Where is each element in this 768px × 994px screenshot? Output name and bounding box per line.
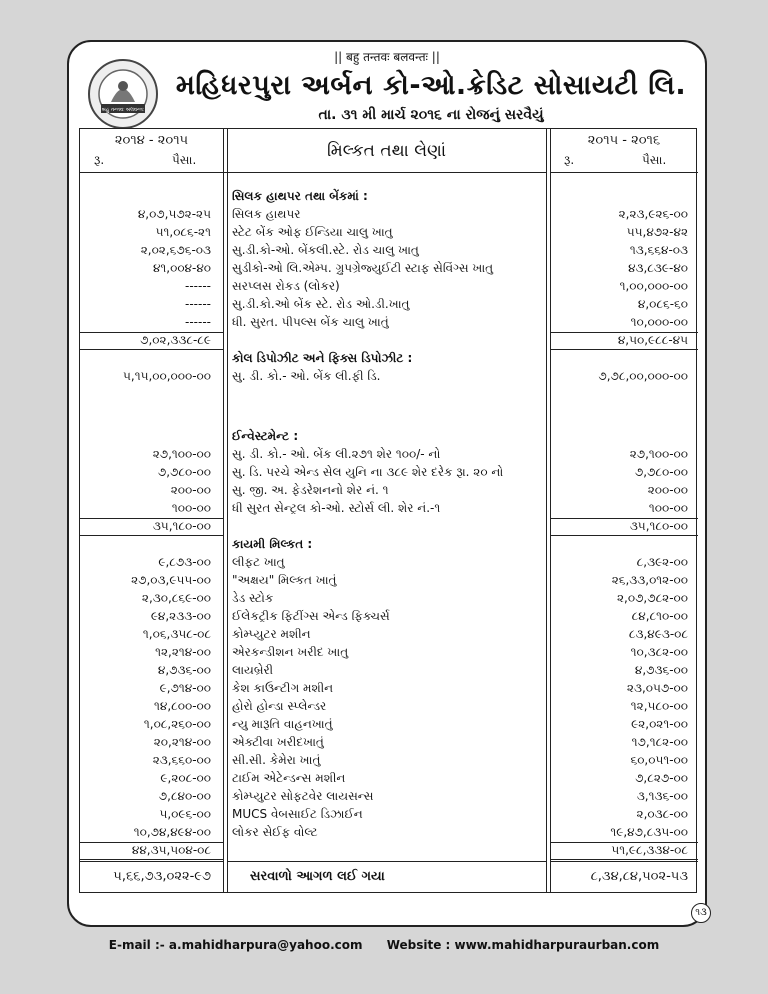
right-year-header (550, 129, 698, 173)
table-row (80, 753, 696, 771)
prev-year-amount: ૨,૦૨,૬૭૬-૦૩ (140, 243, 211, 257)
current-year-amount: ૨૬,૩૩,૦૧૨-૦૦ (611, 573, 688, 587)
table-row (80, 735, 696, 753)
account-label: ધી સુરત સેન્ટ્રલ કો-ઓ. સ્ટોર્સ લી. શેર નં.-૧ (232, 501, 441, 515)
table-row (80, 699, 696, 717)
section-heading-row (80, 537, 696, 555)
account-label: સી.સી. કેમેરા ખાતું (232, 753, 321, 767)
account-label: એક્ટીવા ખરીદખાતું (232, 735, 324, 749)
current-year-amount: ૧૩,૬૬૪-૦૩ (629, 243, 688, 257)
account-label: સુ.ડી.કો.ઓ બેંક સ્ટે. રોડ ઓ.ડી.ખાતુ (232, 297, 410, 311)
current-year-amount: ૨,૨૩,૯૨૬-૦૦ (618, 207, 688, 221)
current-year-amount: ૧૭,૧૮૨-૦૦ (631, 735, 688, 749)
account-label: સુ. ડી. કો.- ઓ. બેંક લી.ફી ડિ. (232, 369, 381, 383)
current-year-amount: ૮,૩૯૨-૦૦ (636, 555, 688, 569)
page-frame (67, 40, 707, 927)
section-heading: કોલ ડિપોઝીટ અને ફિક્સ ડિપોઝીટ : (232, 351, 413, 365)
current-year-amount: ૭,૭૮૦-૦૦ (634, 465, 688, 479)
left-paisa-label: પૈસા. (172, 153, 197, 167)
prev-year-amount: ૨૭,૧૦૦-૦૦ (152, 447, 211, 461)
account-label: કેશ કાઉન્ટીગ મશીન (232, 681, 334, 695)
prev-year-amount: ૧,૦૮,૨૬૦-૦૦ (143, 717, 211, 731)
current-year-amount: ૧૯,૪૭,૮૩૫-૦૦ (610, 825, 688, 839)
rule-line (550, 535, 698, 536)
account-label: સરપ્લસ રોકડ (લોકર) (232, 279, 340, 293)
current-year-amount: ૮,૩૪,૮૪,૫૦૨-૫૩ (590, 869, 688, 884)
rule-line (550, 842, 698, 843)
table-row (80, 225, 696, 243)
table-row (80, 297, 696, 315)
table-row (80, 717, 696, 735)
account-label: લોકર સેઈફ વોલ્ટ (232, 825, 318, 839)
account-label: સુ. જી. અ. ફેડરેશનનો શેર નં. ૧ (232, 483, 389, 497)
prev-year-amount: ૫,૦૯૬-૦૦ (159, 807, 211, 821)
prev-year-amount: ------ (185, 297, 211, 311)
prev-year-amount: ૪૧,૦૦૪-૪૦ (152, 261, 211, 275)
prev-year-amount: ૯૪,૨૩૩-૦૦ (150, 609, 211, 623)
account-label: MUCS વેબસાઈટ ડિઝાઈન (232, 807, 363, 821)
current-year-amount: ૪,૦૮૬-૬૦ (637, 297, 688, 311)
current-year-amount: ૧૦,૦૦૦-૦૦ (630, 315, 688, 329)
account-label: એરકન્ડીશન ખરીદ ખાતુ (232, 645, 349, 659)
rule-line (550, 861, 698, 862)
left-year: ૨૦૧૪ - ૨૦૧૫ (114, 133, 189, 148)
center-header (227, 129, 546, 173)
prev-year-amount: ૭,૦૨,૩૩૮-૮૯ (140, 333, 211, 347)
current-year-amount: ૨૩,૦૫૭-૦૦ (626, 681, 688, 695)
section-heading: ઈન્વેસ્ટમેન્ટ : (232, 429, 299, 443)
table-row (80, 825, 696, 843)
rule-line (80, 332, 223, 333)
current-year-amount: ૩૫,૧૮૦-૦૦ (629, 519, 688, 533)
table-row (80, 681, 696, 699)
table-row (80, 261, 696, 279)
account-label: ધી. સુરત. પીપલ્સ બેંક ચાલુ ખાતું (232, 315, 389, 329)
current-year-amount: ૭,૮૨૭-૦૦ (635, 771, 688, 785)
table-row (80, 663, 696, 681)
account-label: સુ. ડિ. પરચે એન્ડ સેલ યુનિ ના ૩૮૯ શેર દરેક રૂા. ૨૦ નો (232, 465, 504, 479)
rule-line (550, 518, 698, 519)
prev-year-amount: ૯,૨૦૮-૦૦ (160, 771, 211, 785)
page-title: મહિધરપુરા અર્બન કો-ઓ.ક્રેડિટ સોસાયટી લિ. (175, 70, 687, 101)
table-row (80, 243, 696, 261)
current-year-amount: ૭,૭૮,૦૦,૦૦૦-૦૦ (598, 369, 688, 383)
account-label: સુડીકો-ઓ લિ.એમ્પ. ગ્રુપગ્રેજ્યુઈટી સ્ટાફ સેવિંગ્સ ખાતુ (232, 261, 494, 275)
page-number: ૧૩ (691, 903, 711, 923)
account-label: ઈલેકટ્રીક ફિટીંગ્સ એન્ડ ફિક્ચર્સ (232, 609, 390, 623)
footer-email[interactable]: E-mail :- a.mahidharpura@yahoo.com (108, 938, 363, 952)
account-label: લીફટ ખાતુ (232, 555, 285, 569)
prev-year-amount: ------ (185, 279, 211, 293)
current-year-amount: ૨૭,૧૦૦-૦૦ (629, 447, 688, 461)
prev-year-amount: ૨,૩૦,૮૬૯-૦૦ (141, 591, 211, 605)
section-heading-row (80, 351, 696, 369)
account-label: "અક્ષય" મિલ્કત ખાતું (232, 573, 337, 587)
prev-year-amount: ૨૭,૦૩,૯૫૫-૦૦ (131, 573, 211, 587)
table-row (80, 807, 696, 825)
table-row (80, 609, 696, 627)
current-year-amount: ૨,૦૭,૭૮૨-૦૦ (617, 591, 688, 605)
balance-sheet-table (79, 128, 697, 893)
right-ru-label: રૂ. (564, 153, 575, 167)
current-year-amount: ૮૩,૪૯૩-૦૮ (628, 627, 688, 641)
rule-line (550, 332, 698, 333)
right-year: ૨૦૧૫ - ૨૦૧૬ (587, 133, 661, 148)
rule-line (80, 842, 223, 843)
motto: || बहु तन्तवः बलवन्तः || (334, 50, 440, 64)
prev-year-amount: ૫,૧૫,૦૦,૦૦૦-૦૦ (123, 369, 211, 383)
account-label: સુ.ડી.કો-ઓ. બેંકલી.સ્ટે. રોડ ચાલુ ખાતુ (232, 243, 419, 257)
current-year-amount: ૯૨,૦૨૧-૦૦ (631, 717, 688, 731)
account-label: ન્યુ મારૂતિ વાહનખાતું (232, 717, 333, 731)
prev-year-amount: ૭,૮૪૦-૦૦ (158, 789, 211, 803)
table-row (80, 573, 696, 591)
table-row (80, 591, 696, 609)
table-row (80, 315, 696, 333)
center-heading: મિલ્કત તથા લેણાં (326, 141, 447, 161)
grand-total-row (80, 869, 696, 887)
table-row (80, 627, 696, 645)
table-row (80, 483, 696, 501)
prev-year-amount: ૨૩,૬૬૦-૦૦ (152, 753, 211, 767)
account-label: કોમ્પ્યુટર મશીન (232, 627, 311, 641)
prev-year-amount: ૪,૦૭,૫૭૨-૨૫ (137, 207, 211, 221)
current-year-amount: ૩,૧૩૬-૦૦ (636, 789, 688, 803)
current-year-amount: ૪,૫૦,૯૮૮-૪૫ (617, 333, 688, 347)
section-heading: સિલક હાથપર તથા બેંકમાં : (232, 189, 368, 203)
rule-line (550, 349, 698, 350)
current-year-amount: ૪૩,૮૩૯-૪૦ (628, 261, 688, 275)
table-row (80, 645, 696, 663)
prev-year-amount: ૭,૭૮૦-૦૦ (157, 465, 211, 479)
prev-year-amount: ૪૪,૩૫,૫૦૪-૦૮ (131, 843, 211, 857)
current-year-amount: ૧૦,૩૮૨-૦૦ (630, 645, 688, 659)
current-year-amount: ૨,૦૩૮-૦૦ (636, 807, 688, 821)
prev-year-amount: ૧૦,૭૪,૪૯૪-૦૦ (133, 825, 211, 839)
account-label: સિલક હાથપર (232, 207, 301, 221)
prev-year-amount: ૧૨,૨૧૪-૦૦ (155, 645, 211, 659)
prev-year-amount: ૯,૭૧૪-૦૦ (159, 681, 211, 695)
current-year-amount: ૨૦૦-૦૦ (647, 483, 688, 497)
left-year-header (80, 129, 223, 173)
rule-line (80, 535, 223, 536)
rule-line (80, 518, 223, 519)
table-row (80, 447, 696, 465)
current-year-amount: ૫૧,૯૮,૩૩૪-૦૮ (611, 843, 688, 857)
account-label: ટાઈમ એટેન્ડન્સ મશીન (232, 771, 346, 785)
prev-year-amount: ૯,૮૭૩-૦૦ (158, 555, 211, 569)
account-label: કોમ્પ્યુટર સોફટવેર લાયસન્સ (232, 789, 374, 803)
prev-year-amount: ૨૦૦-૦૦ (170, 483, 211, 497)
table-row (80, 207, 696, 225)
rule-line (80, 861, 223, 862)
prev-year-amount: ૧૪,૮૦૦-૦૦ (154, 699, 211, 713)
prev-year-amount: ૫૧,૦૮૬-૨૧ (155, 225, 211, 239)
current-year-amount: ૧૦૦-૦૦ (648, 501, 688, 515)
table-row (80, 369, 696, 387)
table-row (80, 501, 696, 519)
current-year-amount: ૧,૦૦,૦૦૦-૦૦ (619, 279, 688, 293)
account-label: ડેડ સ્ટોક (232, 591, 274, 605)
account-label: હોરો હોન્ડા સ્પ્લેન્ડર (232, 699, 327, 713)
rule-line (80, 859, 223, 860)
current-year-amount: ૪,૭૩૬-૦૦ (634, 663, 688, 677)
table-row (80, 465, 696, 483)
page-footer (0, 938, 768, 952)
account-label: લાયબ્રેરી (232, 663, 274, 677)
page-subtitle: તા. ૩૧ મી માર્ચ ૨૦૧૬ ના રોજનું સરવૈયું (318, 107, 544, 123)
society-seal-logo (87, 58, 159, 130)
table-row (80, 789, 696, 807)
section-heading-row (80, 189, 696, 207)
table-row (80, 279, 696, 297)
right-paisa-label: પૈસા. (642, 153, 667, 167)
account-label: સુ. ડી. કો.- ઓ. બેંક લી.૨૭૧ શેર ૧૦૦/- નો (232, 447, 441, 461)
rule-line (80, 349, 223, 350)
rule-line (227, 861, 546, 862)
seal-text: બહુ તન્તવઃ બલવન્તઃ (101, 107, 145, 113)
prev-year-amount: ૧,૦૬,૩૫૮-૦૮ (142, 627, 211, 641)
prev-year-amount: ૪,૭૩૬-૦૦ (157, 663, 211, 677)
prev-year-amount: ૩૫,૧૮૦-૦૦ (152, 519, 211, 533)
current-year-amount: ૬૦,૦૫૧-૦૦ (630, 753, 688, 767)
rule-line (550, 859, 698, 860)
section-heading-row (80, 429, 696, 447)
table-row (80, 771, 696, 789)
prev-year-amount: ------ (185, 315, 211, 329)
left-ru-label: રૂ. (94, 153, 105, 167)
account-label: સ્ટેટ બેંક ઓફ ઈન્ડિયા ચાલુ ખાતુ (232, 225, 393, 239)
current-year-amount: ૧૨,૫૮૦-૦૦ (630, 699, 688, 713)
current-year-amount: ૮૪,૮૧૦-૦૦ (631, 609, 688, 623)
prev-year-amount: ૧૦૦-૦૦ (171, 501, 211, 515)
section-heading: કાયમી મિલ્કત : (232, 537, 313, 551)
table-row (80, 555, 696, 573)
prev-year-amount: ૨૦,૨૧૪-૦૦ (153, 735, 211, 749)
current-year-amount: ૫૫,૪૭૨-૪૨ (626, 225, 688, 239)
prev-year-amount: ૫,૬૬,૭૩,૦૨૨-૯૭ (113, 869, 211, 884)
footer-website[interactable]: Website : www.mahidharpuraurban.com (386, 938, 660, 952)
account-label: સરવાળો આગળ લઈ ગયા (250, 869, 385, 884)
